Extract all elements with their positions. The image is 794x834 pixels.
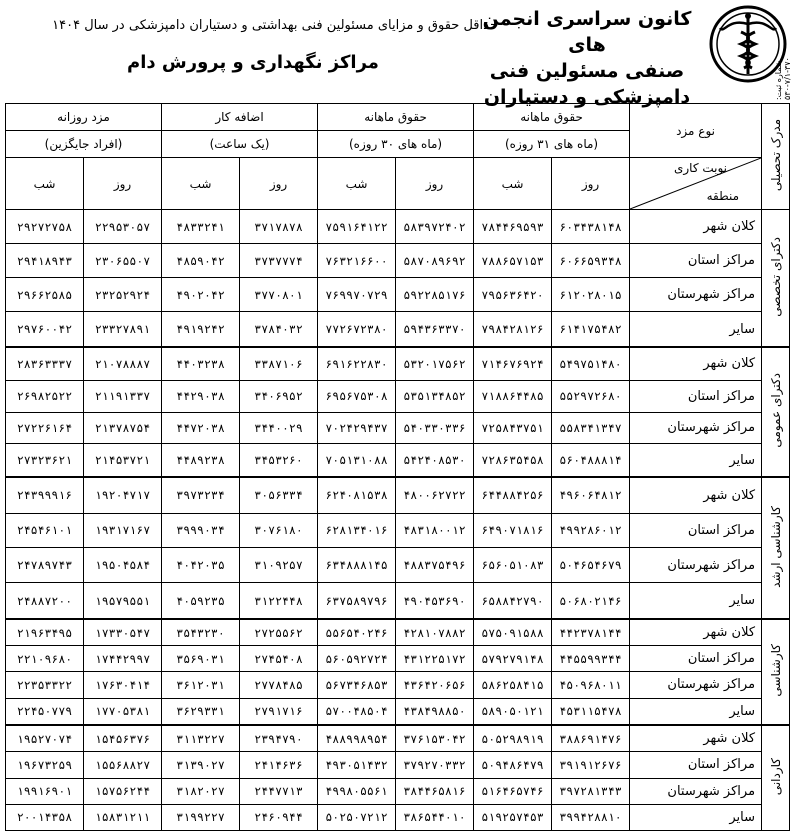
value-cell: ۱۹۵۷۹۵۵۱ [84, 583, 162, 619]
registration-number: شماره ثبت: ۳۷۰-۷/۱-۵۳۰ [774, 57, 792, 100]
group-header-sub: (ماه های ۳۱ روزه) [474, 131, 630, 158]
value-cell: ۷۶۳۲۱۶۶۰۰ [318, 244, 396, 278]
value-cell: ۵۸۹۰۵۰۱۲۱ [474, 698, 552, 725]
value-cell: ۳۴۴۰۰۲۹ [240, 412, 318, 444]
org-line-1: کانون سراسری انجمن های [482, 8, 692, 56]
value-cell: ۴۹۰۲۰۴۲ [162, 278, 240, 312]
value-cell: ۴۹۳۰۵۱۴۳۲ [318, 752, 396, 778]
document-subtitle: حداقل حقوق و مزایای مسئولین فنی بهداشتی و دستیاران دامپزشکی در سال ۱۴۰۴ [52, 18, 498, 33]
value-cell: ۴۵۳۱۱۵۴۷۸ [552, 698, 630, 725]
night-header: شب [6, 158, 84, 210]
value-cell: ۵۷۹۲۷۹۱۴۸ [474, 646, 552, 672]
table-row [6, 244, 790, 278]
value-cell: ۱۷۳۳۰۵۴۷ [84, 619, 162, 646]
value-cell: ۳۶۲۹۳۳۱ [162, 698, 240, 725]
value-cell: ۶۳۴۸۸۸۱۴۵ [318, 548, 396, 583]
value-cell: ۱۷۶۳۰۴۱۴ [84, 672, 162, 698]
value-cell: ۴۰۵۹۲۳۵ [162, 583, 240, 619]
table-row [6, 513, 790, 548]
edu-level-cell [762, 619, 790, 725]
value-cell: ۵۳۵۱۳۴۸۵۲ [396, 380, 474, 412]
value-cell: ۴۸۵۹۰۴۲ [162, 244, 240, 278]
value-cell: ۴۹۱۹۲۴۲ [162, 312, 240, 347]
value-cell: ۴۸۳۳۲۴۱ [162, 210, 240, 244]
value-cell: ۴۹۰۴۵۳۶۹۰ [396, 583, 474, 619]
edu-level-label: کارشناسی ارشد [768, 505, 783, 588]
value-cell: ۴۴۷۲۰۳۸ [162, 412, 240, 444]
value-cell: ۳۷۹۲۷۰۳۳۲ [396, 752, 474, 778]
table-row [6, 210, 790, 244]
table-row [6, 380, 790, 412]
value-cell: ۳۹۷۲۸۱۳۴۳ [552, 778, 630, 804]
value-cell: ۴۳۶۴۲۰۶۵۶ [396, 672, 474, 698]
value-cell: ۲۸۳۶۳۳۳۷ [6, 347, 84, 380]
table-row [6, 646, 790, 672]
value-cell: ۷۸۸۶۵۷۱۵۳ [474, 244, 552, 278]
header-row-shift [6, 158, 790, 210]
value-cell: ۳۱۱۳۲۲۷ [162, 725, 240, 752]
value-cell: ۱۹۳۱۷۱۶۷ [84, 513, 162, 548]
value-cell: ۷۰۲۴۲۹۴۳۷ [318, 412, 396, 444]
org-line-2: صنفی مسئولین فنی [489, 60, 685, 82]
value-cell: ۳۱۰۹۲۵۷ [240, 548, 318, 583]
value-cell: ۲۹۴۱۸۹۴۳ [6, 244, 84, 278]
edu-column-header: مدرک تحصیلی [762, 104, 790, 210]
value-cell: ۲۹۲۷۲۷۵۸ [6, 210, 84, 244]
document-title: مراکز نگهداری و پرورش دام [127, 52, 379, 73]
value-cell: ۴۲۸۱۰۷۸۸۲ [396, 619, 474, 646]
value-cell: ۳۶۱۲۰۳۱ [162, 672, 240, 698]
value-cell: ۷۵۹۱۶۴۱۲۲ [318, 210, 396, 244]
table-row [6, 725, 790, 752]
value-cell: ۶۴۴۸۸۴۲۵۶ [474, 477, 552, 513]
value-cell: ۷۲۵۸۴۳۷۵۱ [474, 412, 552, 444]
value-cell: ۲۶۹۸۲۵۲۲ [6, 380, 84, 412]
table-row [6, 477, 790, 513]
value-cell: ۳۰۵۶۳۳۴ [240, 477, 318, 513]
table-row [6, 583, 790, 619]
value-cell: ۲۴۶۰۹۴۴ [240, 804, 318, 830]
value-cell: ۱۹۶۷۳۲۵۹ [6, 752, 84, 778]
value-cell: ۱۵۸۳۱۲۱۱ [84, 804, 162, 830]
value-cell: ۵۶۷۳۴۶۸۵۳ [318, 672, 396, 698]
value-cell: ۵۷۵۰۹۱۵۸۸ [474, 619, 552, 646]
page-header [0, 0, 794, 108]
value-cell: ۶۹۵۶۷۵۳۰۸ [318, 380, 396, 412]
value-cell: ۴۴۲۹۰۳۸ [162, 380, 240, 412]
table-row [6, 444, 790, 477]
value-cell: ۳۴۰۶۹۵۲ [240, 380, 318, 412]
value-cell: ۵۸۷۰۸۹۶۹۲ [396, 244, 474, 278]
value-cell: ۶۴۹۰۷۱۸۱۶ [474, 513, 552, 548]
day-header: روز [552, 158, 630, 210]
edu-level-cell [762, 477, 790, 619]
value-cell: ۶۱۲۰۲۸۰۱۵ [552, 278, 630, 312]
org-line-3: دامپزشکی و دستیاران [483, 86, 691, 108]
region-cell: سایر [630, 804, 762, 830]
value-cell: ۵۴۲۴۰۸۵۳۰ [396, 444, 474, 477]
value-cell: ۲۹۷۶۰۰۴۲ [6, 312, 84, 347]
value-cell: ۴۹۶۰۶۴۸۱۲ [552, 477, 630, 513]
table-row [6, 548, 790, 583]
header-row-groups [6, 104, 790, 131]
region-cell: مراکز شهرستان [630, 778, 762, 804]
value-cell: ۲۴۴۷۷۱۳ [240, 778, 318, 804]
value-cell: ۳۵۴۳۲۳۰ [162, 619, 240, 646]
region-cell: مراکز استان [630, 513, 762, 548]
night-header: شب [318, 158, 396, 210]
value-cell: ۵۰۴۶۵۴۶۷۹ [552, 548, 630, 583]
value-cell: ۴۸۰۰۶۲۷۲۲ [396, 477, 474, 513]
table-row [6, 778, 790, 804]
edu-level-label: کاردانی [768, 757, 783, 796]
value-cell: ۴۹۹۸۰۵۵۶۱ [318, 778, 396, 804]
value-cell: ۳۵۶۹۰۳۱ [162, 646, 240, 672]
value-cell: ۷۸۴۴۶۹۵۹۳ [474, 210, 552, 244]
value-cell: ۳۹۷۳۲۳۴ [162, 477, 240, 513]
table-row [6, 347, 790, 380]
value-cell: ۲۱۰۷۸۸۸۷ [84, 347, 162, 380]
value-cell: ۳۱۳۹۰۲۷ [162, 752, 240, 778]
value-cell: ۶۱۴۱۷۵۴۸۲ [552, 312, 630, 347]
region-cell: مراکز استان [630, 244, 762, 278]
table-row [6, 804, 790, 830]
value-cell: ۴۴۸۹۲۳۸ [162, 444, 240, 477]
day-header: روز [84, 158, 162, 210]
value-cell: ۴۹۹۲۸۶۰۱۲ [552, 513, 630, 548]
value-cell: ۳۷۳۷۷۷۴ [240, 244, 318, 278]
region-cell: مراکز شهرستان [630, 278, 762, 312]
value-cell: ۵۰۶۸۰۲۱۴۶ [552, 583, 630, 619]
value-cell: ۲۷۲۵۵۶۲ [240, 619, 318, 646]
value-cell: ۳۷۱۷۸۷۸ [240, 210, 318, 244]
table-row [6, 312, 790, 347]
wage-type-header: نوع مزد [630, 104, 762, 158]
edu-level-label: دکترای عمومی [768, 373, 783, 448]
value-cell: ۱۷۷۰۵۳۸۱ [84, 698, 162, 725]
value-cell: ۳۹۱۹۱۲۶۷۶ [552, 752, 630, 778]
table-row [6, 619, 790, 646]
value-cell: ۴۸۸۳۷۵۴۹۶ [396, 548, 474, 583]
value-cell: ۱۹۵۰۴۵۸۴ [84, 548, 162, 583]
value-cell: ۷۱۸۸۶۴۴۸۵ [474, 380, 552, 412]
value-cell: ۷۰۵۱۳۱۰۸۸ [318, 444, 396, 477]
value-cell: ۶۵۸۸۴۲۷۹۰ [474, 583, 552, 619]
value-cell: ۲۲۹۵۳۰۵۷ [84, 210, 162, 244]
region-cell: کلان شهر [630, 477, 762, 513]
value-cell: ۴۰۴۲۰۳۵ [162, 548, 240, 583]
value-cell: ۳۹۹۴۲۸۸۱۰ [552, 804, 630, 830]
value-cell: ۱۵۷۵۶۲۴۴ [84, 778, 162, 804]
region-cell: سایر [630, 444, 762, 477]
value-cell: ۶۲۸۱۳۴۰۱۶ [318, 513, 396, 548]
value-cell: ۲۲۳۵۳۳۲۲ [6, 672, 84, 698]
shift-label: نوبت کاری [673, 161, 728, 175]
region-cell: سایر [630, 583, 762, 619]
value-cell: ۵۰۵۲۹۸۹۱۹ [474, 725, 552, 752]
value-cell: ۲۷۲۲۶۱۶۴ [6, 412, 84, 444]
value-cell: ۲۱۹۶۳۴۹۵ [6, 619, 84, 646]
value-cell: ۲۳۹۴۷۹۰ [240, 725, 318, 752]
value-cell: ۲۴۱۴۶۳۶ [240, 752, 318, 778]
value-cell: ۳۷۷۰۸۰۱ [240, 278, 318, 312]
value-cell: ۲۳۳۲۷۸۹۱ [84, 312, 162, 347]
value-cell: ۲۷۳۲۳۶۲۱ [6, 444, 84, 477]
value-cell: ۴۸۸۹۹۸۹۵۴ [318, 725, 396, 752]
value-cell: ۵۸۳۹۷۲۴۰۲ [396, 210, 474, 244]
value-cell: ۱۹۲۰۴۷۱۷ [84, 477, 162, 513]
night-header: شب [474, 158, 552, 210]
value-cell: ۵۵۲۹۷۲۶۸۰ [552, 380, 630, 412]
value-cell: ۴۳۱۲۲۵۱۷۲ [396, 646, 474, 672]
region-cell: کلان شهر [630, 347, 762, 380]
table-row [6, 412, 790, 444]
value-cell: ۳۸۶۵۴۴۰۱۰ [396, 804, 474, 830]
value-cell: ۵۹۲۲۸۵۱۷۶ [396, 278, 474, 312]
value-cell: ۱۵۴۵۶۳۷۶ [84, 725, 162, 752]
value-cell: ۱۵۵۶۸۸۲۷ [84, 752, 162, 778]
value-cell: ۳۸۸۶۹۱۴۷۶ [552, 725, 630, 752]
edu-level-label: دکترای تخصصی [768, 236, 783, 317]
value-cell: ۶۵۶۰۵۱۰۸۳ [474, 548, 552, 583]
region-label: منطقه [706, 189, 740, 203]
region-cell: سایر [630, 312, 762, 347]
group-header-sub: (یک ساعت) [162, 131, 318, 158]
region-cell: مراکز استان [630, 752, 762, 778]
value-cell: ۳۳۸۷۱۰۶ [240, 347, 318, 380]
value-cell: ۲۲۱۰۹۶۸۰ [6, 646, 84, 672]
region-cell: کلان شهر [630, 725, 762, 752]
value-cell: ۳۱۲۲۴۴۸ [240, 583, 318, 619]
value-cell: ۲۱۳۷۸۷۵۴ [84, 412, 162, 444]
edu-level-cell [762, 210, 790, 348]
value-cell: ۲۰۰۱۴۳۵۸ [6, 804, 84, 830]
value-cell: ۵۹۴۳۶۳۳۷۰ [396, 312, 474, 347]
value-cell: ۱۹۹۱۶۹۰۱ [6, 778, 84, 804]
value-cell: ۴۴۵۵۹۹۳۴۴ [552, 646, 630, 672]
day-header: روز [240, 158, 318, 210]
value-cell: ۲۴۵۴۶۱۰۱ [6, 513, 84, 548]
value-cell: ۲۲۴۵۰۷۷۹ [6, 698, 84, 725]
value-cell: ۳۱۸۲۰۲۷ [162, 778, 240, 804]
region-cell: کلان شهر [630, 210, 762, 244]
group-header-title: حقوق ماهانه [318, 104, 474, 131]
value-cell: ۶۰۳۴۳۸۱۴۸ [552, 210, 630, 244]
region-cell: مراکز شهرستان [630, 672, 762, 698]
value-cell: ۵۴۰۳۳۰۳۳۶ [396, 412, 474, 444]
value-cell: ۶۳۷۵۸۹۷۹۶ [318, 583, 396, 619]
region-cell: مراکز استان [630, 380, 762, 412]
value-cell: ۲۷۹۱۷۱۶ [240, 698, 318, 725]
value-cell: ۳۸۴۴۶۵۸۱۶ [396, 778, 474, 804]
value-cell: ۲۷۴۵۴۰۸ [240, 646, 318, 672]
value-cell: ۵۵۶۵۴۰۲۴۶ [318, 619, 396, 646]
value-cell: ۳۷۶۱۵۳۰۴۲ [396, 725, 474, 752]
group-header-title: مزد روزانه [6, 104, 162, 131]
region-cell: مراکز شهرستان [630, 548, 762, 583]
value-cell: ۵۴۹۷۵۱۴۸۰ [552, 347, 630, 380]
value-cell: ۴۸۳۱۸۰۰۱۲ [396, 513, 474, 548]
region-cell: مراکز شهرستان [630, 412, 762, 444]
group-header-sub: (افراد جایگزین) [6, 131, 162, 158]
value-cell: ۵۵۸۳۴۱۳۴۷ [552, 412, 630, 444]
value-cell: ۲۳۰۶۵۵۰۷ [84, 244, 162, 278]
value-cell: ۵۱۶۴۶۵۷۴۶ [474, 778, 552, 804]
group-header-title: حقوق ماهانه [474, 104, 630, 131]
edu-level-cell [762, 347, 790, 477]
shift-region-header [630, 158, 762, 210]
value-cell: ۴۴۲۳۷۸۱۴۴ [552, 619, 630, 646]
value-cell: ۴۴۰۳۲۳۸ [162, 347, 240, 380]
value-cell: ۴۳۸۴۹۸۸۵۰ [396, 698, 474, 725]
value-cell: ۳۴۵۳۲۶۰ [240, 444, 318, 477]
value-cell: ۵۳۲۰۱۷۵۶۲ [396, 347, 474, 380]
group-header-title: اضافه کار [162, 104, 318, 131]
organization-name [472, 6, 702, 110]
value-cell: ۷۶۹۹۷۰۷۲۹ [318, 278, 396, 312]
value-cell: ۳۰۷۶۱۸۰ [240, 513, 318, 548]
value-cell: ۷۷۲۶۷۲۳۸۰ [318, 312, 396, 347]
wage-table [5, 103, 790, 831]
table-row [6, 752, 790, 778]
value-cell: ۲۴۳۹۹۹۱۶ [6, 477, 84, 513]
value-cell: ۱۷۴۴۲۹۹۷ [84, 646, 162, 672]
group-header-sub: (ماه های ۳۰ روزه) [318, 131, 474, 158]
value-cell: ۶۰۶۶۵۹۳۴۸ [552, 244, 630, 278]
value-cell: ۶۹۱۶۲۲۸۳۰ [318, 347, 396, 380]
value-cell: ۶۲۴۰۸۱۵۳۸ [318, 477, 396, 513]
value-cell: ۲۱۴۵۳۷۲۱ [84, 444, 162, 477]
wage-table-body [6, 210, 790, 831]
value-cell: ۷۹۵۶۳۶۴۲۰ [474, 278, 552, 312]
value-cell: ۵۰۲۵۰۷۲۱۲ [318, 804, 396, 830]
edu-level-label: کارشناسی [768, 644, 783, 697]
table-row [6, 672, 790, 698]
value-cell: ۲۷۷۸۴۸۵ [240, 672, 318, 698]
value-cell: ۳۷۸۴۰۳۲ [240, 312, 318, 347]
region-cell: مراکز استان [630, 646, 762, 672]
edu-level-cell [762, 725, 790, 831]
value-cell: ۷۹۸۴۲۸۱۲۶ [474, 312, 552, 347]
region-cell: کلان شهر [630, 619, 762, 646]
value-cell: ۵۷۰۰۴۸۵۰۴ [318, 698, 396, 725]
value-cell: ۲۹۶۶۲۵۸۵ [6, 278, 84, 312]
table-row [6, 278, 790, 312]
value-cell: ۲۴۷۸۹۷۴۳ [6, 548, 84, 583]
value-cell: ۷۲۸۶۳۵۴۵۸ [474, 444, 552, 477]
value-cell: ۲۳۲۵۲۹۲۴ [84, 278, 162, 312]
value-cell: ۴۵۰۹۶۸۰۱۱ [552, 672, 630, 698]
value-cell: ۵۱۹۲۵۷۴۵۳ [474, 804, 552, 830]
region-cell: سایر [630, 698, 762, 725]
value-cell: ۱۹۵۲۷۰۷۴ [6, 725, 84, 752]
value-cell: ۵۶۰۴۸۸۸۱۴ [552, 444, 630, 477]
value-cell: ۵۸۶۲۵۸۴۱۵ [474, 672, 552, 698]
value-cell: ۳۱۹۹۲۲۷ [162, 804, 240, 830]
value-cell: ۲۴۸۸۷۲۰۰ [6, 583, 84, 619]
value-cell: ۵۶۰۵۹۲۷۲۴ [318, 646, 396, 672]
table-row [6, 698, 790, 725]
day-header: روز [396, 158, 474, 210]
value-cell: ۳۹۹۹۰۳۴ [162, 513, 240, 548]
value-cell: ۲۱۱۹۱۳۳۷ [84, 380, 162, 412]
night-header: شب [162, 158, 240, 210]
value-cell: ۵۰۹۴۸۶۴۷۹ [474, 752, 552, 778]
value-cell: ۷۱۴۶۷۶۹۲۴ [474, 347, 552, 380]
